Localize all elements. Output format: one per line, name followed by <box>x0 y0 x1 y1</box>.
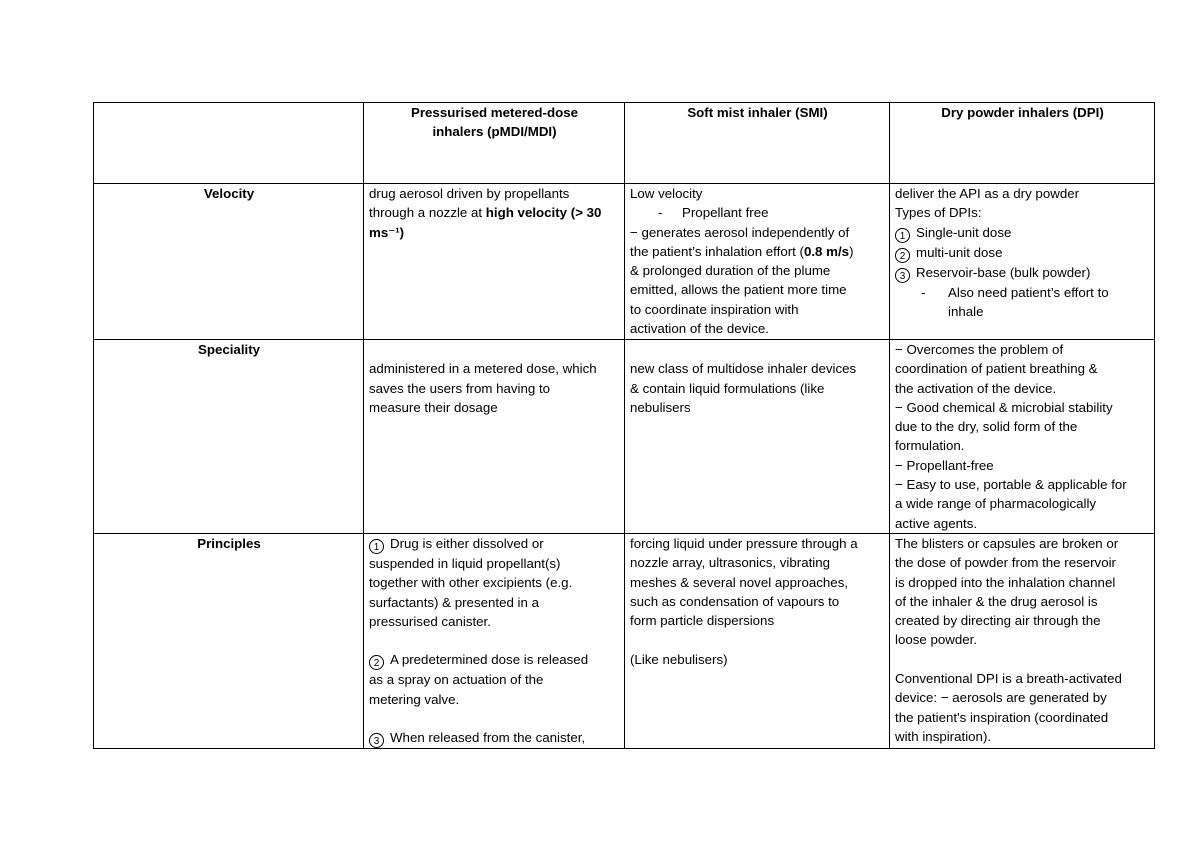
speciality-smi-cell <box>625 340 890 534</box>
principles-row <box>94 533 1155 748</box>
header-dpi <box>890 103 1155 184</box>
cell-line: active agents. <box>895 515 978 531</box>
blank-line <box>369 340 620 359</box>
principles-dpi-cell <box>890 533 1155 748</box>
speciality-label-cell <box>94 340 364 534</box>
cell-line: the activation of the device. <box>895 380 1057 396</box>
cell-line: Low velocity <box>630 186 703 201</box>
item-text: A predetermined dose is released <box>390 652 589 668</box>
speciality-dpi-cell <box>890 340 1155 534</box>
cell-line: Conventional DPI is a breath-activated <box>895 671 1122 687</box>
circled-number-1-icon: 1 <box>895 228 910 243</box>
numbered-item <box>369 728 620 748</box>
cell-line: as a spray on actuation of the <box>369 672 544 688</box>
blank-line <box>630 340 885 359</box>
cell-line: loose powder. <box>895 632 978 648</box>
header-smi-text: Soft mist inhaler (SMI) <box>687 105 828 120</box>
bullet-text: Also need patient’s effort to <box>948 284 1109 300</box>
circled-number-3-icon: 3 <box>895 268 910 283</box>
cell-line: created by directing air through the <box>895 613 1101 629</box>
cell-line: & prolonged duration of the plume <box>630 263 831 279</box>
velocity-value: high velocity (> 30 <box>485 205 602 221</box>
blank-line <box>630 630 885 649</box>
velocity-value: 0.8 m/s <box>803 243 850 259</box>
cell-line: coordination of patient breathing & <box>895 361 1098 377</box>
header-dpi-text: Dry powder inhalers (DPI) <box>941 105 1104 120</box>
velocity-pmdi-cell <box>364 184 625 340</box>
cell-text: the patient’s inhalation effort ( <box>630 243 804 259</box>
cell-line: formulation. <box>895 438 965 454</box>
cell-line: Types of DPIs: <box>895 205 982 221</box>
cell-line: − Easy to use, portable & applicable for <box>895 477 1127 493</box>
cell-line: of the inhaler & the drug aerosol is <box>895 593 1098 609</box>
header-row <box>94 103 1155 184</box>
cell-line: to coordinate inspiration with <box>630 301 799 317</box>
speciality-pmdi-cell <box>364 340 625 534</box>
dash-bullet: - <box>921 284 926 300</box>
cell-line <box>630 242 885 261</box>
blank-line <box>369 709 620 728</box>
cell-line: meshes & several novel approaches, <box>630 574 849 590</box>
header-empty-cell <box>94 103 364 184</box>
cell-line: with inspiration). <box>895 728 992 744</box>
cell-line: together with other excipients (e.g. <box>369 575 573 591</box>
velocity-unit: ms⁻¹) <box>369 224 405 240</box>
cell-line: forcing liquid under pressure through a <box>630 535 858 551</box>
item-text: Drug is either dissolved or <box>390 535 544 551</box>
cell-line: saves the users from having to <box>369 380 551 396</box>
item-text: multi-unit dose <box>916 244 1003 260</box>
cell-text: through a nozzle at <box>369 205 486 221</box>
bullet-text-cont: inhale <box>948 303 984 319</box>
cell-line: such as condensation of vapours to <box>630 593 840 609</box>
cell-line: deliver the API as a dry powder <box>895 186 1080 201</box>
cell-line: the patient's inspiration (coordinated <box>895 709 1109 725</box>
cell-line: form particle dispersions <box>630 613 775 629</box>
cell-line: nozzle array, ultrasonics, vibrating <box>630 555 831 571</box>
numbered-item <box>895 263 1150 283</box>
cell-line: − Overcomes the problem of <box>895 342 1064 357</box>
cell-line: & contain liquid formulations (like <box>630 380 825 396</box>
cell-line: administered in a metered dose, which <box>369 361 597 377</box>
cell-line: emitted, allows the patient more time <box>630 282 847 298</box>
cell-line: the dose of powder from the reservoir <box>895 555 1116 571</box>
item-text: Single-unit dose <box>916 224 1012 240</box>
numbered-item <box>895 243 1150 263</box>
blank-line <box>369 631 620 650</box>
circled-number-1-icon: 1 <box>369 539 384 554</box>
cell-line: − generates aerosol independently of <box>630 224 850 240</box>
speciality-label: Speciality <box>197 342 261 357</box>
cell-line: is dropped into the inhalation channel <box>895 574 1116 590</box>
cell-line: nebulisers <box>630 399 691 415</box>
blank-line <box>895 650 1150 669</box>
circled-number-2-icon: 2 <box>369 655 384 670</box>
comparison-table <box>93 102 1155 749</box>
velocity-smi-cell <box>625 184 890 340</box>
cell-line: surfactants) & presented in a <box>369 594 539 610</box>
principles-label: Principles <box>197 535 261 551</box>
cell-line: new class of multidose inhaler devices <box>630 361 857 377</box>
cell-line: (Like nebulisers) <box>630 651 728 667</box>
cell-line: − Good chemical & microbial stability <box>895 399 1113 415</box>
item-text: Reservoir-base (bulk powder) <box>916 264 1091 280</box>
circled-number-2-icon: 2 <box>895 248 910 263</box>
principles-smi-cell <box>625 533 890 748</box>
cell-line: suspended in liquid propellant(s) <box>369 555 561 571</box>
velocity-row <box>94 184 1155 340</box>
cell-line: The blisters or capsules are broken or <box>895 535 1119 551</box>
header-pmdi <box>364 103 625 184</box>
cell-text: ) <box>849 243 854 259</box>
numbered-item <box>369 534 620 554</box>
cell-line: metering valve. <box>369 691 460 707</box>
principles-pmdi-cell <box>364 533 625 748</box>
item-text: When released from the canister, <box>390 730 586 746</box>
cell-line: activation of the device. <box>630 321 769 337</box>
header-pmdi-text: Pressurised metered-dose inhalers (pMDI/MDI) <box>410 105 579 140</box>
cell-line: pressurised canister. <box>369 613 491 629</box>
velocity-dpi-cell <box>890 184 1155 340</box>
speciality-row <box>94 340 1155 534</box>
cell-line: − Propellant-free <box>895 457 994 473</box>
cell-line: measure their dosage <box>369 399 498 415</box>
header-smi <box>625 103 890 184</box>
cell-line: a wide range of pharmacologically <box>895 496 1097 512</box>
numbered-item <box>895 223 1150 243</box>
bullet-text: Propellant free <box>682 205 769 221</box>
cell-line: drug aerosol driven by propellants <box>369 186 570 201</box>
circled-number-3-icon: 3 <box>369 733 384 748</box>
dash-bullet: - <box>658 205 663 221</box>
cell-line: device: − aerosols are generated by <box>895 690 1107 706</box>
bullet-item <box>895 283 1150 322</box>
cell-line: due to the dry, solid form of the <box>895 419 1078 435</box>
velocity-label-cell <box>94 184 364 340</box>
velocity-label: Velocity <box>203 186 255 201</box>
numbered-item <box>369 650 620 670</box>
principles-label-cell <box>94 533 364 748</box>
cell-line <box>369 203 620 222</box>
bullet-item <box>630 203 885 222</box>
